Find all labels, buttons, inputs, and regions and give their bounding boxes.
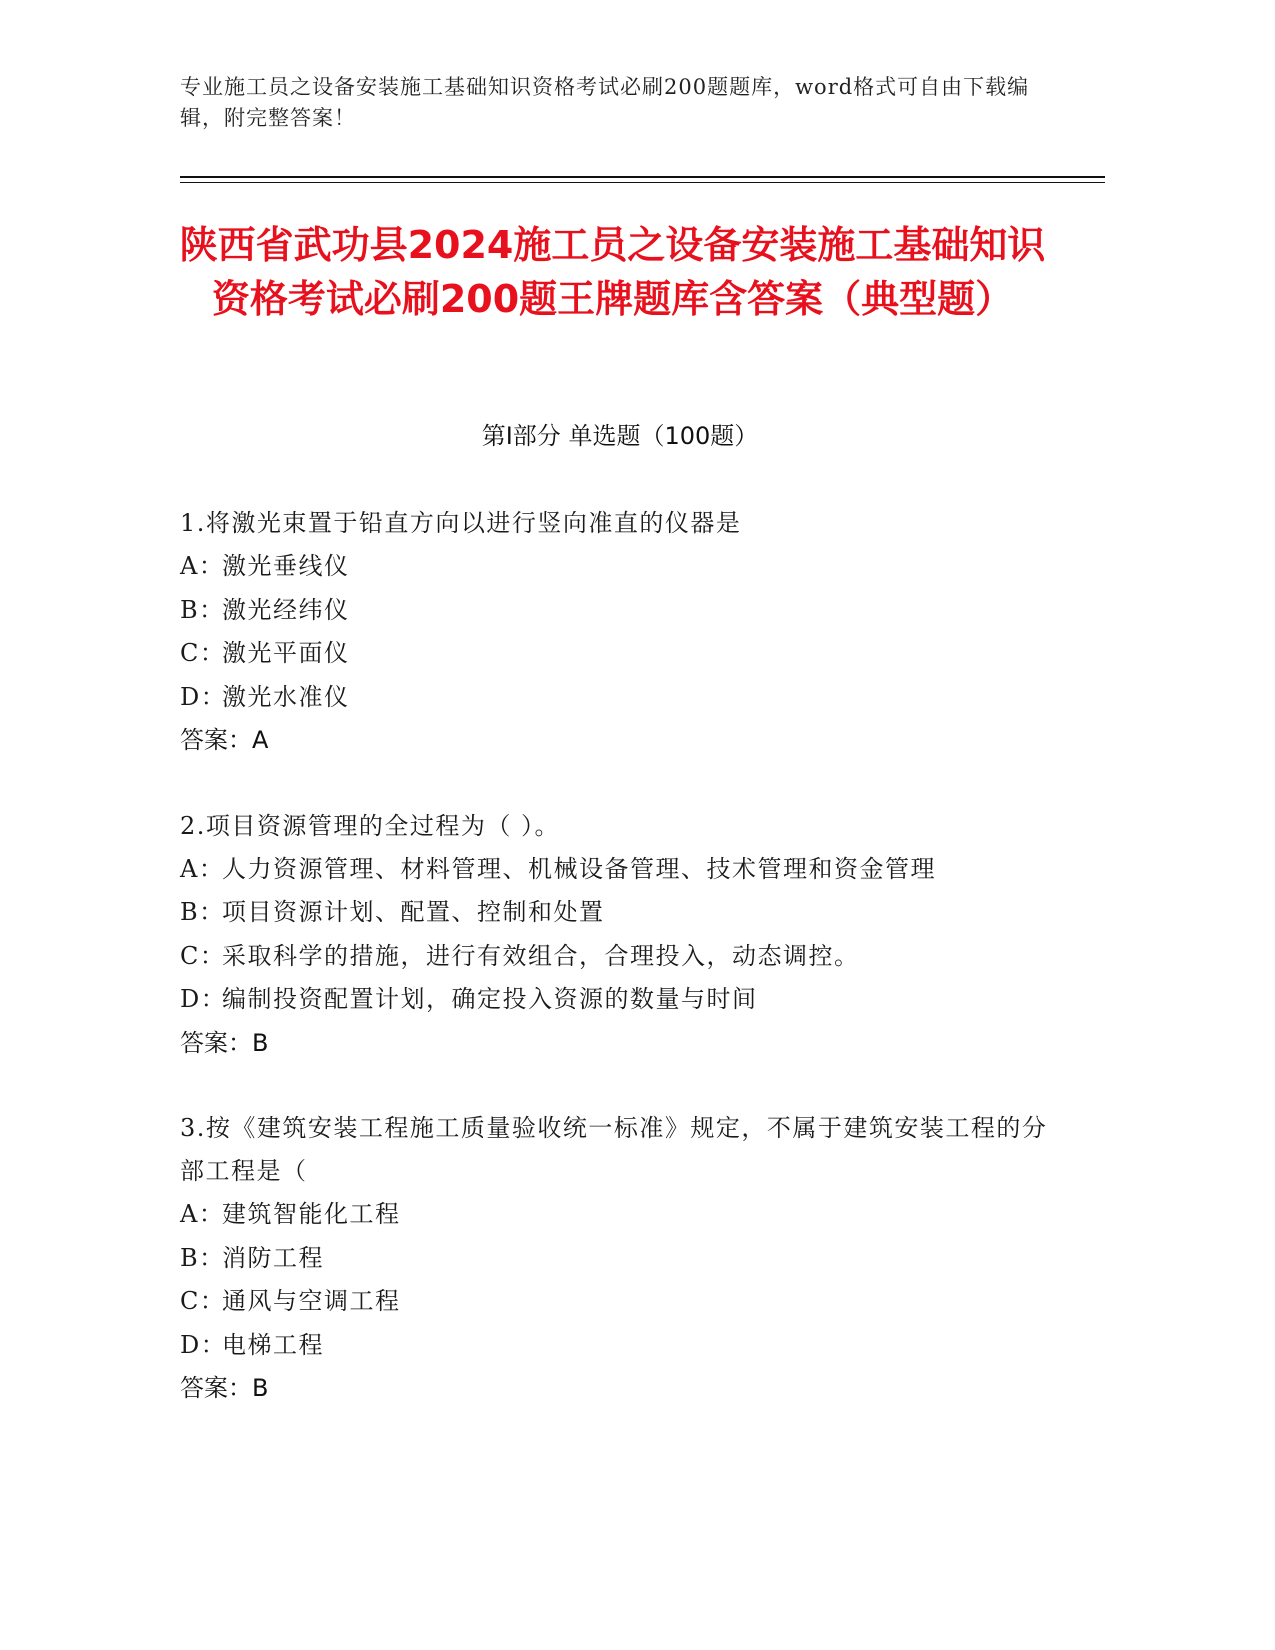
option-text: 编制投资配置计划，确定投入资源的数量与时间 [222,985,758,1013]
option-text: 激光平面仪 [222,639,350,667]
option-text: 采取科学的措施，进行有效组合，合理投入，动态调控。 [222,941,860,970]
option-a [180,1193,1060,1237]
option-a [180,545,1060,589]
option-text: 电梯工程 [222,1330,324,1359]
option-d [180,1324,1060,1368]
option-key: D： [180,1330,227,1359]
option-a [180,848,1060,892]
option-key: C： [180,941,226,970]
option-key: B： [180,1243,225,1272]
option-key: D： [180,682,227,711]
section-title: 第I部分 单选题（100题） [481,422,759,450]
header-rule-thin [180,182,1105,183]
question-item [180,805,1060,1066]
option-b [180,1237,1060,1281]
option-key: A： [180,552,225,580]
option-key: C： [180,639,226,667]
option-d [180,978,1060,1022]
answer-line: 答案：A [180,726,269,754]
option-c [180,935,1060,979]
option-text: 项目资源计划、配置、控制和处置 [222,898,605,926]
document-title: 陕西省武功县2024施工员之设备安装施工基础知识资格考试必刷200题王牌题库含答案（典型题） [179,223,1046,321]
question-stem: 1.将激光束置于铅直方向以进行竖向准直的仪器是 [180,509,742,537]
option-text: 激光垂线仪 [222,552,350,580]
option-b [180,589,1060,633]
option-text: 通风与空调工程 [222,1287,401,1315]
header-note: 专业施工员之设备安装施工基础知识资格考试必刷200题题库，word格式可自由下载编辑，附完整答案！ [180,75,1030,130]
option-b [180,891,1060,935]
option-text: 建筑智能化工程 [222,1200,401,1228]
option-key: A： [180,1200,225,1228]
option-text: 激光经纬仪 [222,595,350,624]
option-text: 激光水准仪 [222,682,350,711]
option-c [180,1280,1060,1324]
answer-line: 答案：B [180,1374,269,1402]
option-key: D： [180,985,227,1013]
option-key: B： [180,898,225,926]
question-item [180,502,1060,763]
answer-line: 答案：B [180,1028,269,1057]
question-list [180,502,1060,1453]
header-rule-thick [180,176,1105,178]
option-d [180,676,1060,720]
option-key: B： [180,595,225,624]
option-key: A： [180,854,225,883]
option-text: 消防工程 [222,1243,324,1272]
question-item [180,1107,1060,1411]
question-stem: 3.按《建筑安装工程施工质量验收统一标准》规定，不属于建筑安装工程的分部工程是（ [180,1114,1048,1185]
option-c [180,632,1060,676]
option-text: 人力资源管理、材料管理、机械设备管理、技术管理和资金管理 [222,854,936,883]
question-stem: 2.项目资源管理的全过程为（ ）。 [180,811,561,840]
option-key: C： [180,1287,226,1315]
